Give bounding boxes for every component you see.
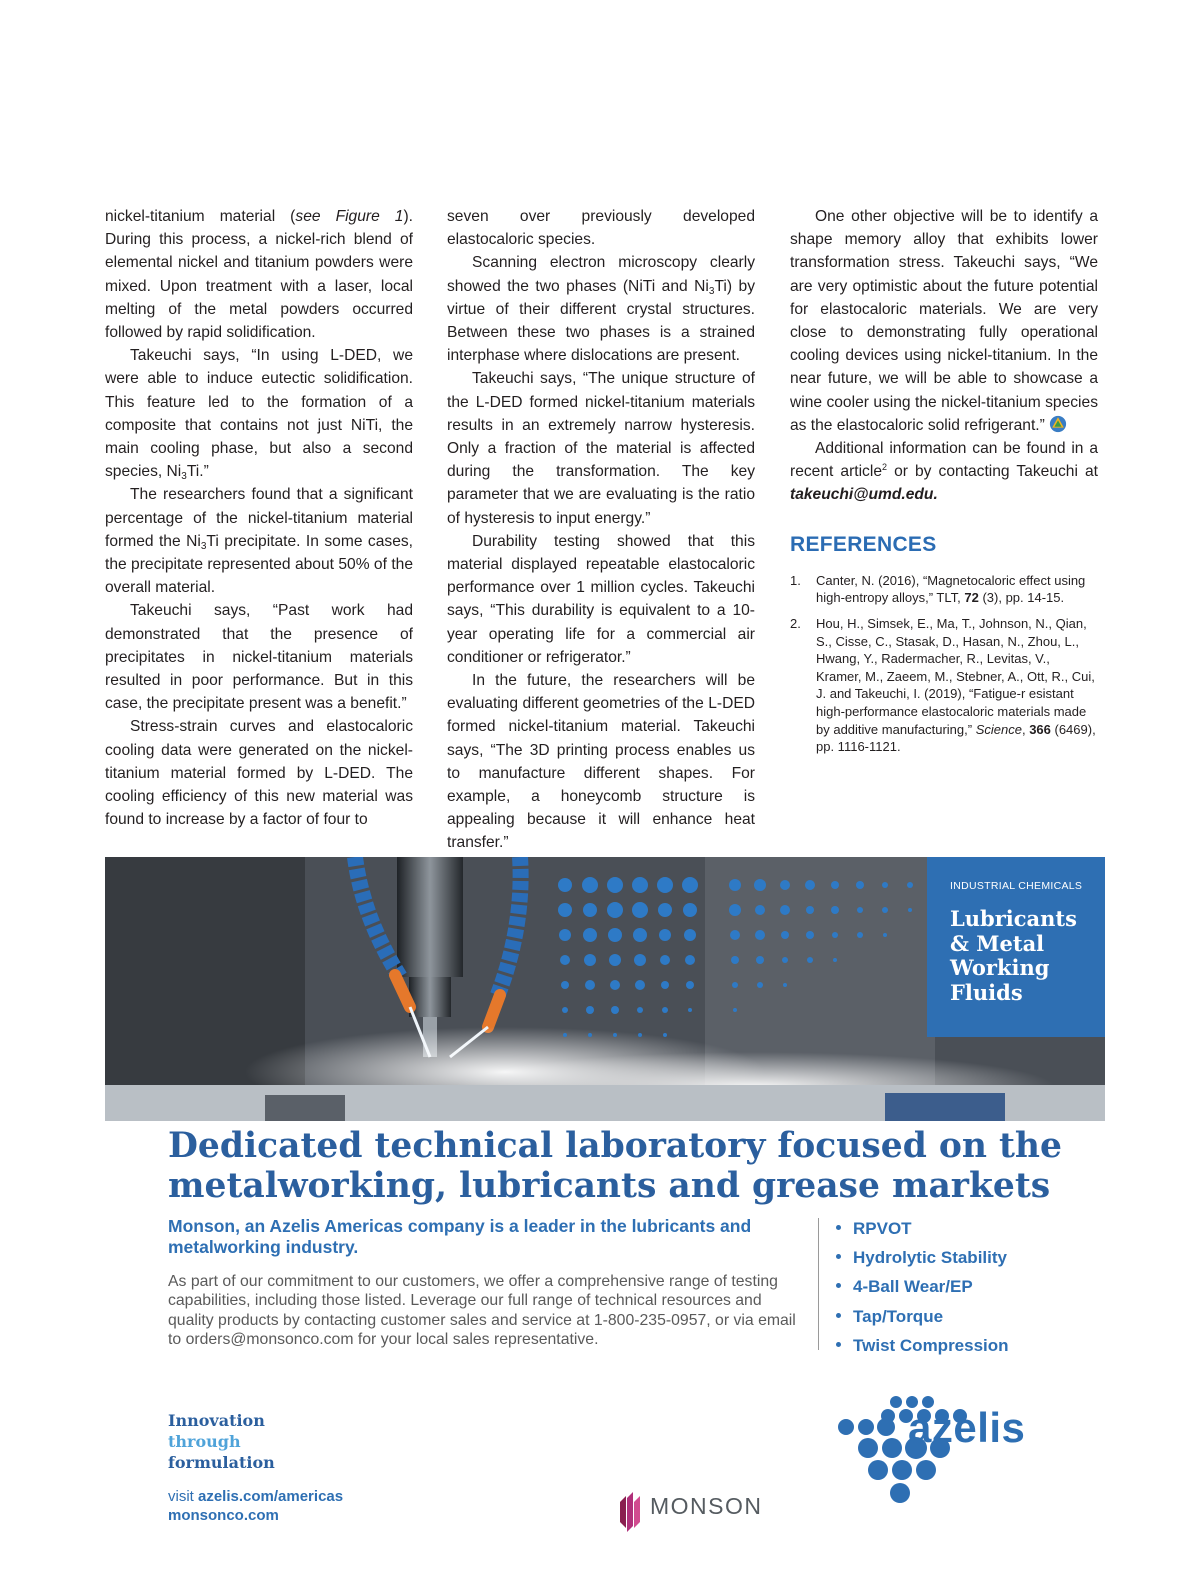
paragraph: Scanning electron microscopy clearly showed the two phases (NiTi and $Ni_3Ti$) by virtue of their different crystal structures. Between these two phases is a strained interphase where dislocations are present. [447,254,755,365]
article-column-2 [447,205,755,855]
capability-item: RPVOT [836,1214,1009,1243]
paragraph: nickel-titanium material (see Figure 1). During this process, a nickel-rich blend of elemental nickel and titanium powders were mixed. Upon treatment with a laser, local melting of the metal powders occurred followed by rapid solidification. [105,208,413,342]
ad-body-text: As part of our commitment to our customers, we offer a comprehensive range of testing capabilities, including those listed. Leverage our full range of technical resources and quality products by contacting customer sales and service at 1-800-235-0957, or via email to orders@monsonco.com for your local sales representative. [168,1273,796,1349]
article-end-icon [1049,415,1067,433]
azelis-url-link[interactable]: azelis.com/americas [198,1488,344,1505]
bullet-icon [836,1254,841,1259]
paragraph: Takeuchi says, “Past work had demonstrated that the presence of precipitates in nickel-titanium materials resulted in poor performance. But in this case, the precipitate present was a benefit.” [105,602,413,713]
paragraph: seven over previously developed elastocaloric species. [447,208,755,249]
capability-item: 4-Ball Wear/EP [836,1272,1009,1301]
paragraph: Additional information can be found in a recent article$^2$ or by contacting Takeuchi at takeuchi@umd.edu. [790,440,1098,504]
bullet-icon [836,1283,841,1288]
references-list [790,572,1098,756]
paragraph: Stress-strain curves and elastocaloric cooling data were generated on the nickel-titanium material formed by L-DED. The cooling efficiency of this new material was found to increase by a factor of four to [105,718,413,829]
capability-item: Hydrolytic Stability [836,1243,1009,1272]
ad-headline: Dedicated technical laboratory focused on the metalworking, lubricants and grease markets [168,1126,1062,1206]
bullet-icon [836,1225,841,1230]
paragraph: Takeuchi says, “The unique structure of the L-DED formed nickel-titanium materials results in an extremely narrow hysteresis. Only a fraction of the material is affected during the transformation. The key parameter that we are evaluating is the ratio of hysteresis to input energy.” [447,370,755,527]
capability-item: Twist Compression [836,1331,1009,1360]
reference-item: 1. Canter, N. (2016), “Magnetocaloric effect using high-entropy alloys,” TLT, 72 (3), pp. 14-15. [790,572,1086,606]
ad-category-title: Lubricants & Metal Working Fluids [950,906,1077,1005]
ad-category-kicker: INDUSTRIAL CHEMICALS [950,880,1083,892]
paragraph: Takeuchi says, “In using L-DED, we were able to induce eutectic solidification. This feature led to the formation of a composite that contains not just NiTi, the main cooling phase, but also a second species, $Ni_3Ti$.” [105,347,413,483]
paragraph: One other objective will be to identify a shape memory alloy that exhibits lower transformation stress. Takeuchi says, “We are very optimistic about the future potential for elastocaloric materials. We are very close to demonstrating fully operational cooling devices using nickel-titanium. In the near future, we will be able to showcase a wine cooler using the nickel-titanium species as the elastocaloric solid refrigerant.” [790,208,1098,434]
paragraph: In the future, the researchers will be evaluating different geometries of the L-DED formed nickel-titanium material. Takeuchi says, “The 3D printing process enables us to manufacture different shapes. For example, a honeycomb structure is appealing because it will enhance heat transfer.” [447,672,755,852]
ad-category-box [927,857,1105,1037]
ad-subheadline: Monson, an Azelis Americas company is a leader in the lubricants and metalworking industry. [168,1216,752,1257]
monson-mark-icon [618,1492,642,1532]
azelis-logo: azelis [836,1396,1042,1508]
testing-capabilities-list [836,1214,1009,1360]
ad-banner-image [105,857,1105,1121]
article-column-3 [790,205,1098,764]
email-link[interactable]: takeuchi@umd.edu. [790,486,938,504]
capability-item: Tap/Torque [836,1302,1009,1331]
references-heading: REFERENCES [790,532,937,556]
ad-visit-links: visit azelis.com/americas monsonco.com [168,1488,344,1524]
paragraph: Durability testing showed that this material displayed repeatable elastocaloric performance over 1 million cycles. Takeuchi says, “This durability is equivalent to a 10-year operating life for a commercial air conditioner or refrigerator.” [447,532,755,666]
ad-tagline: Innovation through formulation [168,1411,275,1472]
bullet-icon [836,1342,841,1347]
reference-item: 2. Hou, H., Simsek, E., Ma, T., Johnson, N., Qian, S., Cisse, C., Stasak, D., Hasan, N., Zhou, L., Hwang, Y., Radermacher, R., Levitas, V., Kramer, M., Zaeem, M., Stebner, A., Ott, R., Cui, J. and Takeuchi, I. (2019), “Fatigue-r esistant high-performance elastocaloric materials made by additive manufacturing,” Science, 366 (6469), pp. 1116-1121. [790,616,1096,755]
bullet-icon [836,1313,841,1318]
article-column-1 [105,205,413,831]
ad-divider [818,1218,819,1350]
paragraph: The researchers found that a significant percentage of the nickel-titanium material formed the $Ni_3Ti$ precipitate. In some cases, the precipitate represented about 50% of the overall material. [105,486,413,597]
monson-url-link[interactable]: monsonco.com [168,1506,279,1524]
